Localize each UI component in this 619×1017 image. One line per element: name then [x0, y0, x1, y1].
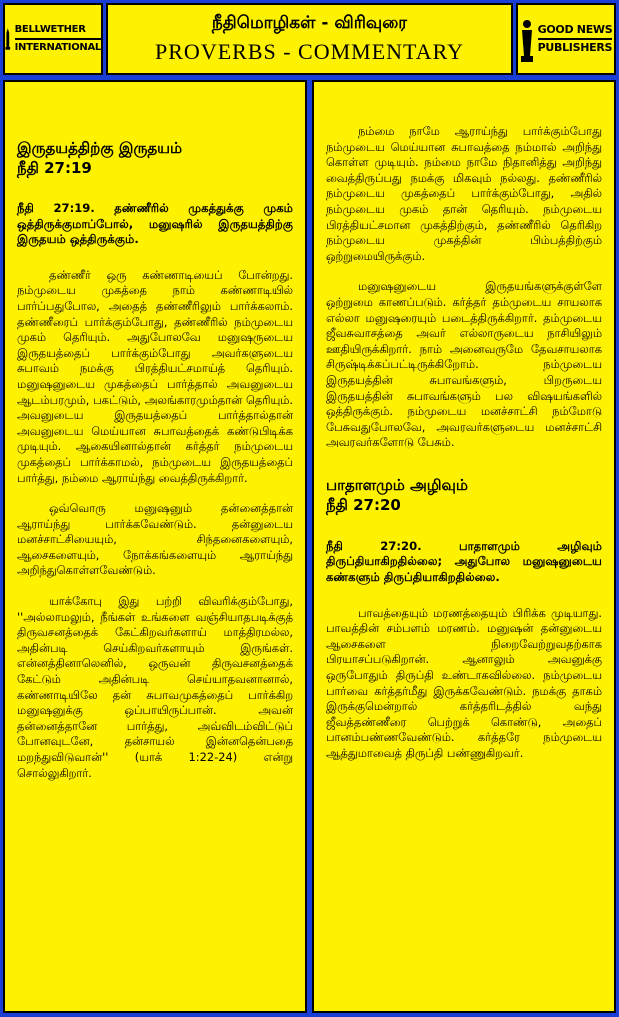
heading-reference: நீதி 27:20 [326, 495, 401, 514]
title-box [106, 3, 513, 75]
paragraph: மனுஷனுடைய இருதயங்களுக்குள்ளே ஒற்றுமை காணப்படும். கர்த்தர் தம்முடைய சாயலாக எல்லா மனுஷரையும் படைத்திருக்கிறார். தம்முடைய ஜீவசுவாசத்தை அவர் எல்லாருடைய நாசியிலும் ஊதியிருக்கிறார். நாம் அனைவருமே தேவசாயலாக சிருஷ்டிக்கப்பட்டிருக்கிறோம். நம்முடைய இருதயத்தின் சுபாவங்களும், பிறருடைய இருதயத்தின் சுபாவங்களும் பல விஷயங்களில் ஒத்திருக்கும். நம்முடைய மனச்சாட்சி நம்மோடு பேசுவதுபோலவே, அவரவர்களுடைய மனச்சாட்சி அவரவர்களோடு பேசும். [326, 279, 602, 450]
right-column [312, 80, 616, 1013]
logo-line2: INTERNATIONAL [14, 42, 101, 53]
section-heading [326, 475, 602, 515]
header [3, 3, 616, 75]
paragraph: யாக்கோபு இது பற்றி விவரிக்கும்போது, ''அல்லாமலும், நீங்கள் உங்களை வஞ்சியாதபடிக்குத் திருவசனத்தைக் கேட்கிறவர்களாய் மாத்திரமல்ல, அதின்படி செய்கிறவர்களாயும் இருங்கள். என்னத்தினாலெனில், ஒருவன் திருவசனத்தைக் கேட்டும் அதின்படி செய்யாதவனானால், கண்ணாடியிலே தன் சுபாவமுகத்தைப் பார்க்கிற மனுஷனுக்கு ஒப்பாயிருப்பான். அவன் தன்னைத்தானே பார்த்து, அவ்விடம்விட்டுப் போனவுடனே, தன்சாயல் இன்னதென்பதை மறந்துவிடுவான்'' (யாக் 1:22-24) என்று சொல்லுகிறார். [17, 594, 293, 780]
person-icon [520, 16, 534, 62]
section-heading [17, 138, 293, 178]
heading-title: இருதயத்திற்கு இருதயம் [17, 139, 183, 157]
logo-line1: GOOD NEWS [537, 23, 613, 36]
bellwether-logo [3, 3, 103, 75]
left-column [3, 80, 307, 1013]
verse-text: நீதி 27:19. தண்ணீரில் முகத்துக்கு முகம் ஒத்திருக்குமாப்போல், மனுஷரில் இருதயத்திற்கு இருதயம் ஒத்திருக்கும். [17, 201, 293, 247]
paragraph: நம்மை நாமே ஆராய்ந்து பார்க்கும்போது நம்முடைய மெய்யான சுபாவத்தை நம்மால் அறிந்து கொள்ள முடியும். நம்மை நாமே நிதானித்து அறிந்து வைத்திருப்பது நமக்கு மிகவும் நல்லது. தண்ணீரில் நம்முடைய முகத்தைப் பார்க்கும்போது, அதில் நம்முடைய முகம் தான் தெரியும். நம்முடைய பிரத்தியட்சமான முகத்திற்கும், தண்ணீரில் தெரிகிற நம்முடைய முகத்தின் பிம்பத்திற்கும் ஒற்றுமையிருக்கும். [326, 124, 602, 263]
verse-text: நீதி 27:20. பாதாளமும் அழிவும் திருப்தியாகிறதில்லை; அதுபோல மனுஷனுடைய கண்களும் திருப்தியாகிறதில்லை. [326, 538, 602, 585]
paragraph: பாவத்தையும் மரணத்தையும் பிரிக்க முடியாது. பாவத்தின் சம்பளம் மரணம். மனுஷன் தன்னுடைய ஆசைகளை நிறைவேற்றுவதற்காக பிரயாசப்படுகிறான். ஆனாலும் அவனுக்கு ஒருபோதும் திருப்தி உண்டாகவில்லை. நம்முடைய பார்வை கர்த்தர்மீது இருக்கவேண்டும். நமக்கு தாகம் இருக்குமென்றால் கர்த்தரிடத்தில் வந்து ஜீவத்தண்ணீரை பெற்றுக் கொண்டு, அதைப் பானம்பண்ணவேண்டும். கர்த்தரே நம்முடைய ஆத்துமாவைத் திருப்தி பண்ணுகிறவர். [326, 605, 602, 760]
page-title-english: PROVERBS - COMMENTARY [155, 39, 464, 64]
heading-title: பாதாளமும் அழிவும் [326, 475, 468, 494]
logo-line2: PUBLISHERS [537, 41, 613, 54]
good-news-logo [516, 3, 616, 75]
page-title-tamil: நீதிமொழிகள் - விரிவுரை [211, 13, 408, 33]
heading-reference: நீதி 27:19 [17, 159, 92, 177]
bell-tower-icon [5, 16, 11, 62]
paragraph: தண்ணீர் ஒரு கண்ணாடியைப் போன்றது. நம்முடைய முகத்தை நாம் கண்ணாடியில் பார்ப்பதுபோல, அதைத் தண்ணீரிலும் பார்க்கலாம். தண்ணீரைப் பார்க்கும்போது, தண்ணீரில் நம்முடைய முகம் தெரியும். அதுபோலவே மனுஷருடைய இருதயத்தைப் பார்க்கும்போது அவர்களுடைய சுபாவம் நமக்கு பிரத்தியட்சமாய்த் தெரியும். மனுஷனுடைய முகத்தைப் பார்த்தால் அவனுடைய ஆடம்பரமும், பகட்டும், அலங்காரமும்தான் தெரியும். அவனுடைய இருதயத்தைப் பார்த்தால்தான் அவனுடைய மெய்யான சுபாவத்தைக் கண்டுபிடிக்க முடியும். ஆகையினால்தான் கர்த்தர் நம்முடைய முகத்தைப் பார்க்காமல், நம்முடைய இருதயத்தைப் பார்த்து, நம்மை ஆராய்ந்து வைத்திருக்கிறார். [17, 267, 293, 485]
logo-line1: BELLWETHER [14, 24, 86, 35]
paragraph: ஒவ்வொரு மனுஷனும் தன்னைத்தான் ஆராய்ந்து பார்க்கவேண்டும். தன்னுடைய மனச்சாட்சியையும், சிந்தனைகளையும், ஆசைகளையும், நோக்கங்களையும் ஆராய்ந்து அறிந்துகொள்ளவேண்டும். [17, 501, 293, 578]
